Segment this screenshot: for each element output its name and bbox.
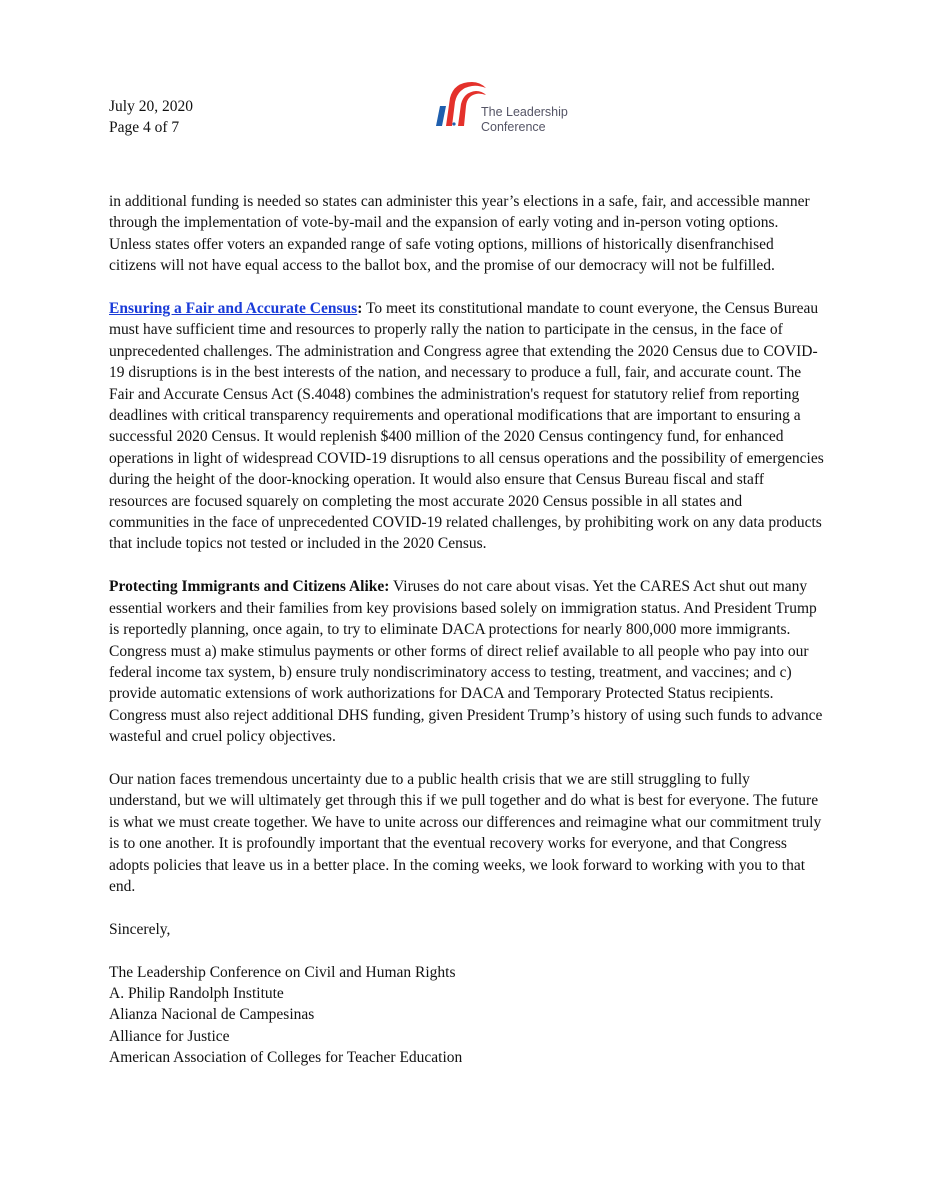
signers-list [109,962,824,1069]
signoff: Sincerely, [109,920,171,938]
letter-body [109,191,824,1069]
immigrants-paragraph [109,576,824,747]
census-heading-colon: : [357,300,363,318]
closing-paragraph: Our nation faces tremendous uncertainty due to a public health crisis that we are still struggling to fully understand, but we will ultimately get through this if we pull together and do what is best for everyone. The future is what we must create together. We have to unite across our differences and reimagine what our commitment truly is to one another. It is profoundly important that the eventual recovery works for everyone, and that Congress adopts policies that leave us in a better place. In the coming weeks, we look forward to working with you to that end. [109,770,822,895]
logo-line-2: Conference [481,120,546,134]
signer-item: Alianza Nacional de Campesinas [109,1006,315,1024]
census-body: To meet its constitutional mandate to count everyone, the Census Bureau must have sufficient time and resources to properly rally the nation to participate in the census, in the face of unprecedented challenges. The administration and Congress agree that extending the 2020 Census due to COVID-19 disruptions is in the best interests of the nation, and necessary to produce a full, fair, and accurate count. The Fair and Accurate Census Act (S.4048) combines the administration's request for statutory relief from reporting deadlines with critical transparency requirements and operational modifications that are important to ensuring a successful 2020 Census. It would replenish $400 million of the 2020 Census contingency fund, for enhanced operations in light of widespread COVID-19 disruptions to all census operations and the possibility of emergencies during the height of the door-knocking operation. It would also ensure that Census Bureau fiscal and staff resources are focused squarely on completing the most accurate 2020 Census possible in all states and communities in the face of unprecedented COVID-19 related challenges, by prohibiting work on any data products that include topics not tested or included in the 2020 Census. [109,300,824,553]
immigrants-heading: Protecting Immigrants and Citizens Alike: [109,578,390,596]
census-paragraph [109,298,824,555]
signer-item: American Association of Colleges for Teacher Education [109,1049,463,1067]
signer-item: Alliance for Justice [109,1027,230,1045]
immigrants-body: Viruses do not care about visas. Yet the CARES Act shut out many essential workers and their families from key provisions based solely on immigration status. And President Trump is reportedly planning, once again, to try to eliminate DACA protections for nearly 800,000 more immigrants. Congress must a) make stimulus payments or other forms of direct relief available to all people who pay into our federal income tax system, b) ensure truly nondiscriminatory access to testing, treatment, and vaccines; and c) provide automatic extensions of work authorizations for DACA and Temporary Protected Status recipients. Congress must also reject additional DHS funding, given President Trump’s history of using such funds to advance wasteful and cruel policy objectives. [109,578,823,746]
letter-date: July 20, 2020 [109,98,193,115]
letter-header [109,96,193,138]
signer-item: A. Philip Randolph Institute [109,984,284,1002]
leadership-conference-logo [428,76,588,136]
signer-item: The Leadership Conference on Civil and Human Rights [109,963,456,981]
funding-paragraph: in additional funding is needed so states can administer this year’s elections in a safe, fair, and accessible manner through the implementation of vote-by-mail and the expansion of early voting and in-person voting options. Unless states offer voters an expanded range of safe voting options, millions of historically disenfranchised citizens will not have equal access to the ballot box, and the promise of our democracy will not be fulfilled. [109,193,810,275]
census-heading-link[interactable]: Ensuring a Fair and Accurate Census [109,300,358,318]
logo-wordmark [481,105,568,135]
logo-line-1: The Leadership [481,105,568,119]
page-number: Page 4 of 7 [109,119,180,136]
logo-mark-icon [428,76,488,136]
